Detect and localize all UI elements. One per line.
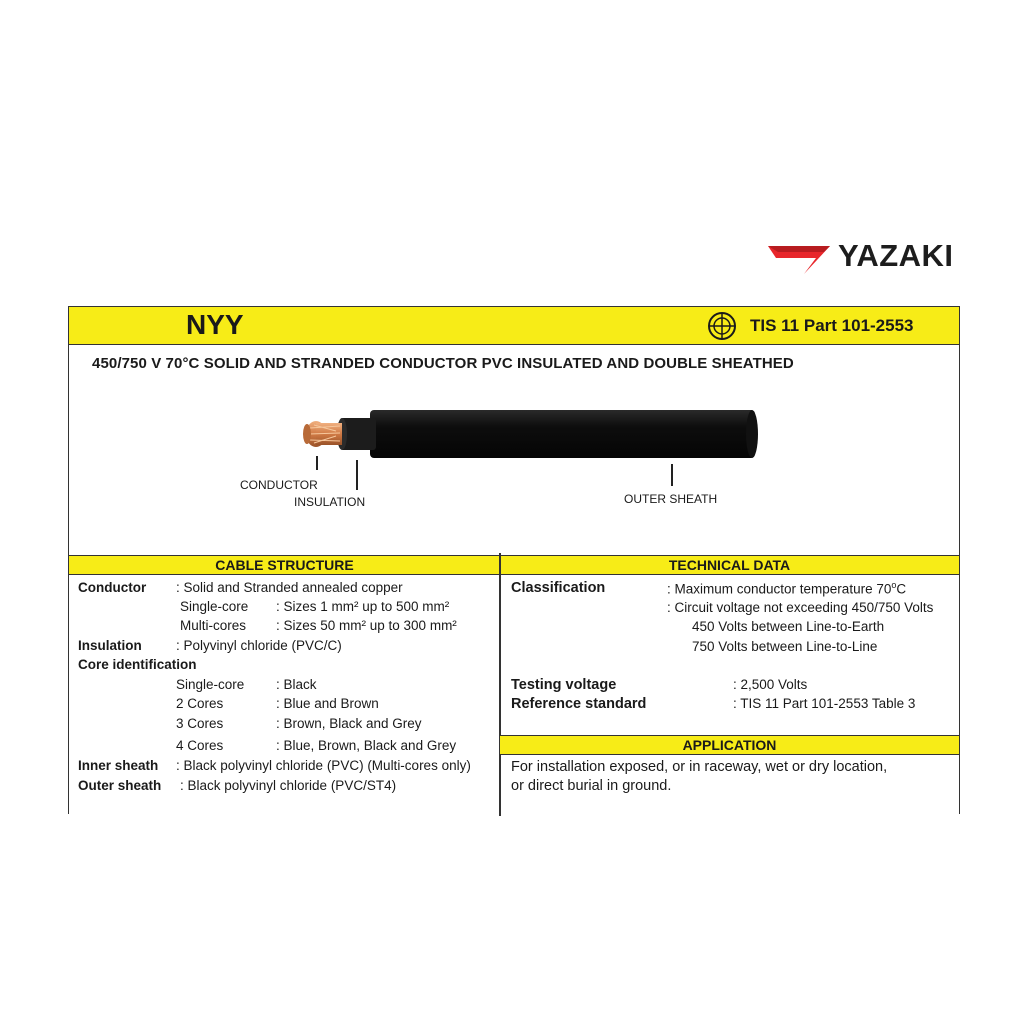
- technical-data-header: TECHNICAL DATA: [500, 555, 959, 575]
- inner-sheath-value: : Black polyvinyl chloride (PVC) (Multi-cores only): [176, 758, 471, 773]
- insulation-term: Insulation: [78, 638, 142, 653]
- column-divider: [499, 553, 501, 816]
- core-row-label: 4 Cores: [176, 738, 224, 753]
- sheet-bottom-cut: [68, 814, 962, 826]
- outer-sheath-term: Outer sheath: [78, 778, 162, 793]
- core-row-value: : Blue, Brown, Black and Grey: [276, 738, 457, 753]
- testing-voltage-term: Testing voltage: [511, 677, 617, 693]
- core-row-label: 3 Cores: [176, 716, 224, 731]
- classification-line-1: [667, 580, 906, 597]
- core-row-value: : Brown, Black and Grey: [276, 716, 422, 731]
- conductor-value: : Solid and Stranded annealed copper: [176, 580, 403, 595]
- conductor-term: Conductor: [78, 580, 147, 595]
- core-row-label: 2 Cores: [176, 696, 224, 711]
- classification-line-4: 750 Volts between Line-to-Line: [692, 639, 878, 654]
- cable-structure-header: CABLE STRUCTURE: [69, 555, 500, 575]
- testing-voltage-value: : 2,500 Volts: [733, 677, 808, 692]
- core-row-label: Single-core: [176, 677, 245, 692]
- degree-superscript: o: [891, 580, 897, 590]
- multi-cores-term: Multi-cores: [180, 618, 247, 633]
- reference-standard-term: Reference standard: [511, 696, 647, 712]
- multi-cores-sizes: : Sizes 50 mm² up to 300 mm²: [276, 618, 457, 633]
- brand-name: YAZAKI: [838, 238, 954, 273]
- core-row-value: : Black: [276, 677, 317, 692]
- cable-description: 450/750 V 70°C SOLID AND STRANDED CONDUCTOR PVC INSULATED AND DOUBLE SHEATHED: [92, 355, 794, 372]
- application-line-2: or direct burial in ground.: [511, 778, 672, 794]
- classification-line-2: : Circuit voltage not exceeding 450/750 Volts: [667, 600, 934, 615]
- conductor-leader-line: [316, 456, 318, 470]
- insulation-value: : Polyvinyl chloride (PVC/C): [176, 638, 342, 653]
- insulation-label: INSULATION: [294, 495, 366, 509]
- classification-line-3: 450 Volts between Line-to-Earth: [692, 619, 885, 634]
- application-line-1: For installation exposed, or in raceway, wet or dry location,: [511, 759, 888, 775]
- yazaki-logo: [768, 236, 968, 280]
- insulation-leader-line: [356, 460, 358, 490]
- application-header: APPLICATION: [500, 735, 959, 755]
- standard-reference: TIS 11 Part 101-2553: [750, 316, 914, 335]
- classification-term: Classification: [511, 580, 606, 596]
- cable-illustration: [290, 400, 760, 480]
- single-core-sizes: : Sizes 1 mm² up to 500 mm²: [276, 599, 450, 614]
- inner-sheath-term: Inner sheath: [78, 758, 159, 773]
- outer-sheath-value: : Black polyvinyl chloride (PVC/ST4): [180, 778, 397, 793]
- product-code: NYY: [186, 309, 244, 340]
- tis-certification-icon: [707, 311, 737, 341]
- reference-standard-value: : TIS 11 Part 101-2553 Table 3: [733, 696, 916, 711]
- yazaki-chevron-icon: [768, 242, 832, 282]
- conductor-label: CONDUCTOR: [240, 478, 318, 492]
- core-row-value: : Blue and Brown: [276, 696, 379, 711]
- core-identification-term: Core identification: [78, 657, 197, 672]
- single-core-term: Single-core: [180, 599, 249, 614]
- outer-sheath-label: OUTER SHEATH: [624, 492, 718, 506]
- temperature-unit: C: [896, 581, 907, 597]
- outer-sheath-leader-line: [671, 464, 673, 486]
- classification-temperature: : Maximum conductor temperature 70: [667, 581, 892, 597]
